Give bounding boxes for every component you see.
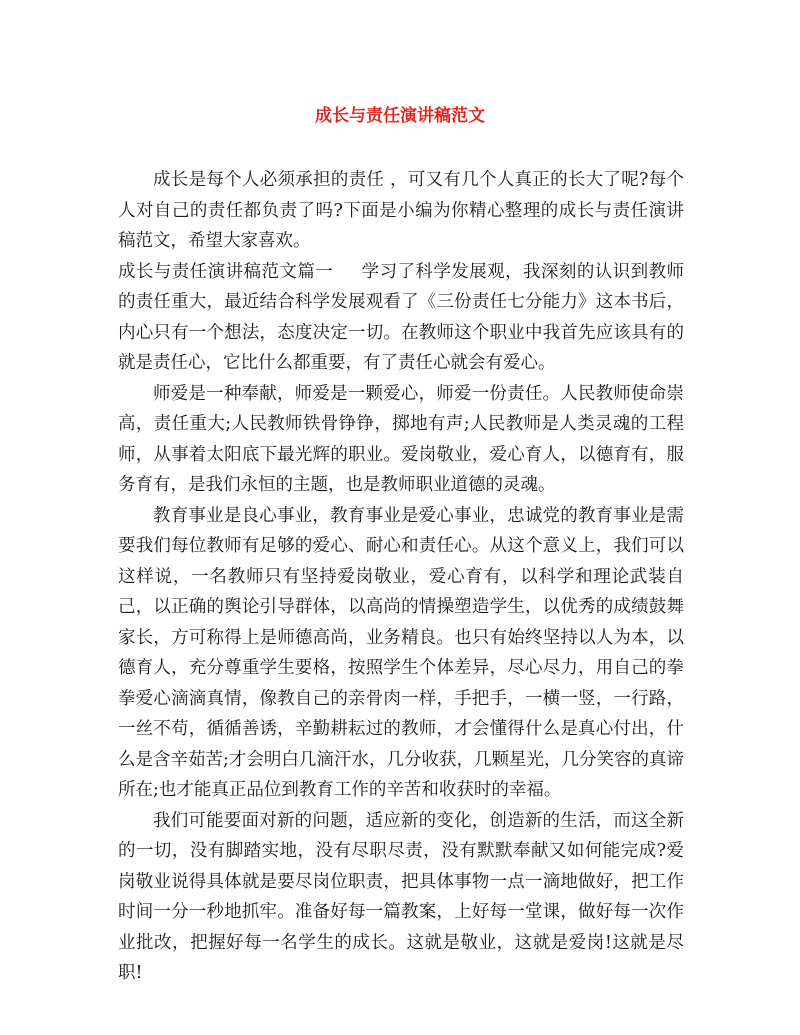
paragraph-2: 师爱是一种奉献，师爱是一颗爱心，师爱一份责任。人民教师使命崇高，责任重大;人民教师铁骨铮铮，掷地有声;人民教师是人类灵魂的工程师，从事着太阳底下最光辉的职业。爱岗敬业，爱心育人，以德育有，服务育有，是我们永恒的主题，也是教师职业道德的灵魂。 (118, 383, 684, 495)
paragraph-4: 我们可能要面对新的问题，适应新的变化，创造新的生活，而这全新的一切，没有脚踏实地，没有尽职尽责，没有默默奉献又如何能完成?爱岗敬业说得具体就是要尽岗位职责，把具体事物一点一滴地做好，把工作时间一分一秒地抓牢。准备好每一篇教案，上好每一堂课，做好每一次作业批改，把握好每一名学生的成长。这就是敬业，这就是爱岗!这就是尽职! (118, 810, 684, 983)
intro-paragraph: 成长是每个人必须承担的责任 ，可又有几个人真正的长大了呢?每个人对自己的责任都负责了吗?下面是小编为你精心整理的成长与责任演讲稿范文，希望大家喜欢。 (118, 170, 684, 251)
document-body (118, 165, 684, 989)
section-heading: 成长与责任演讲稿范文篇一 (118, 261, 334, 282)
paragraph-1: 学习了科学发展观，我深刻的认识到教师的责任重大，最近结合科学发展观看了《三份责任七分能力》这本书后，内心只有一个想法，态度决定一切。在教师这个职业中我首先应该具有的就是责任心，它比什么都重要，有了责任心就会有爱心。 (118, 261, 685, 373)
paragraph-3: 教育事业是良心事业，教育事业是爱心事业，忠诚党的教育事业是需要我们每位教师有足够的爱心、耐心和责任心。从这个意义上，我们可以这样说，一名教师只有坚持爱岗敬业，爱心育有，以科学和理论武装自己，以正确的舆论引导群体，以高尚的情操塑造学生，以优秀的成绩鼓舞家长，方可称得上是师德高尚，业务精良。也只有始终坚持以人为本，以德育人，充分尊重学生要格，按照学生个体差异，尽心尽力，用自己的拳拳爱心滴滴真情，像教自己的亲骨肉一样，手把手，一横一竖，一行路，一丝不苟，循循善诱，辛勤耕耘过的教师，才会懂得什么是真心付出，什么是含辛茹苦;才会明白几滴汗水，几分收获，几颗星光，几分笑容的真谛所在;也才能真正品位到教育工作的辛苦和收获时的幸福。 (118, 505, 684, 800)
document-title: 成长与责任演讲稿范文 (315, 106, 485, 126)
section-paragraph (118, 257, 684, 379)
